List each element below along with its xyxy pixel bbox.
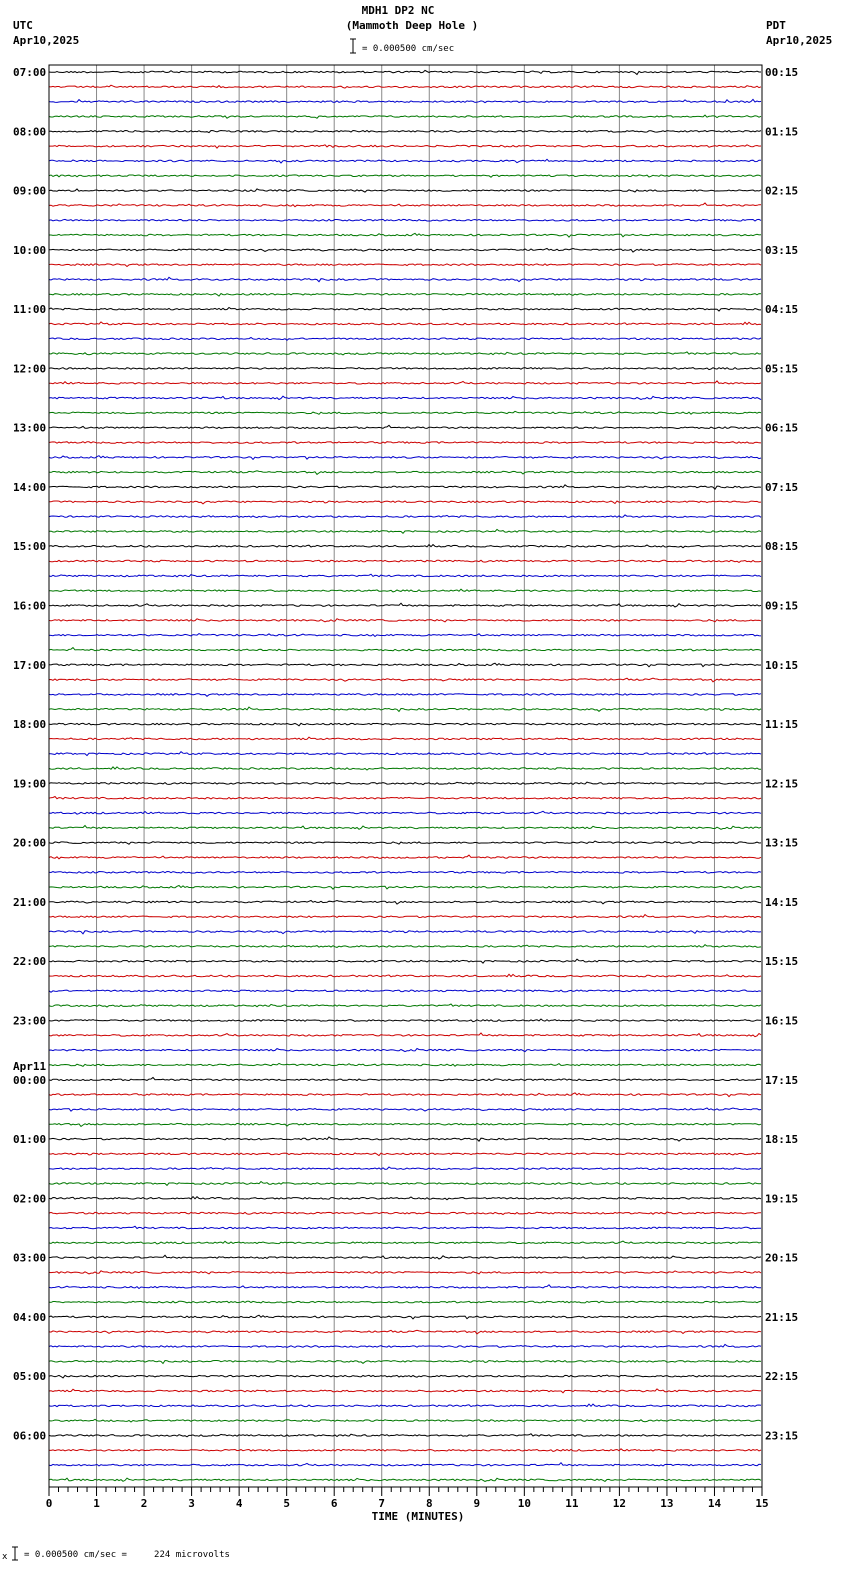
seismic-trace — [49, 189, 761, 192]
utc-hour-label: 20:00 — [13, 836, 47, 850]
seismic-trace — [49, 1389, 761, 1393]
seismic-trace — [49, 1301, 761, 1303]
seismic-trace — [49, 203, 761, 207]
utc-hour-label: 19:00 — [13, 777, 47, 791]
x-tick-label: 8 — [425, 1497, 433, 1510]
seismic-trace — [49, 1093, 761, 1097]
seismic-trace — [49, 1361, 761, 1364]
footer-marker: x — [2, 1552, 8, 1562]
seismic-trace — [49, 145, 761, 148]
x-tick-label: 11 — [565, 1497, 579, 1510]
x-tick-label: 12 — [612, 1497, 627, 1510]
seismic-trace — [49, 70, 761, 74]
utc-hour-label: 21:00 — [13, 895, 47, 909]
x-tick-label: 6 — [330, 1497, 338, 1510]
seismic-trace — [49, 707, 761, 711]
seismic-trace — [49, 945, 761, 948]
seismic-trace — [49, 293, 761, 296]
pdt-hour-label: 19:15 — [765, 1192, 799, 1206]
pdt-hour-label: 15:15 — [765, 955, 799, 969]
seismic-trace — [49, 1330, 761, 1334]
pdt-hour-label: 04:15 — [765, 303, 799, 317]
seismic-trace — [49, 277, 761, 281]
seismic-trace — [49, 589, 761, 592]
seismic-trace — [49, 1449, 761, 1452]
seismic-trace — [49, 471, 761, 475]
seismic-trace — [49, 249, 761, 253]
x-tick-label: 10 — [517, 1497, 531, 1510]
utc-hour-label: 05:00 — [13, 1370, 47, 1384]
seismic-trace — [49, 368, 761, 370]
seismic-trace — [49, 723, 761, 726]
utc-hour-label: 04:00 — [13, 1310, 47, 1324]
seismic-trace — [49, 855, 761, 859]
seismic-trace — [49, 1463, 761, 1466]
x-axis-label: TIME (MINUTES) — [371, 1510, 465, 1523]
seismic-trace — [49, 411, 761, 414]
pdt-hour-label: 03:15 — [765, 243, 799, 257]
seismic-trace — [49, 1197, 761, 1200]
seismic-trace — [49, 841, 761, 844]
seismic-trace — [49, 1033, 761, 1037]
seismic-trace — [49, 308, 761, 312]
seismic-trace — [49, 931, 761, 934]
pdt-hour-label: 14:15 — [765, 895, 799, 909]
seismic-trace — [49, 1315, 761, 1319]
seismic-trace — [49, 826, 761, 830]
seismic-trace — [49, 1212, 761, 1215]
seismic-trace — [49, 322, 761, 325]
seismic-trace — [49, 381, 761, 384]
seismic-trace — [49, 1404, 761, 1407]
station-title: MDH1 DP2 NC — [361, 4, 435, 17]
seismic-trace — [49, 648, 761, 651]
seismic-trace — [49, 352, 761, 355]
seismic-trace — [49, 485, 761, 489]
utc-hour-label: 16:00 — [13, 599, 47, 613]
x-tick-label: 13 — [660, 1497, 674, 1510]
seismic-trace — [49, 264, 761, 267]
seismic-trace — [49, 603, 761, 607]
pdt-hour-label: 20:15 — [765, 1251, 799, 1265]
seismic-trace — [49, 1167, 761, 1170]
seismic-trace — [49, 871, 761, 873]
plot-frame — [49, 65, 762, 1487]
seismic-trace — [49, 131, 761, 133]
seismic-trace — [49, 1077, 761, 1080]
seismic-trace — [49, 1434, 761, 1437]
left-date: Apr10,2025 — [13, 34, 80, 47]
utc-hour-label: 10:00 — [13, 243, 47, 257]
seismic-trace — [49, 1375, 761, 1378]
x-tick-label: 1 — [93, 1497, 100, 1510]
seismic-trace — [49, 1182, 761, 1186]
pdt-hour-label: 17:15 — [765, 1073, 799, 1087]
seismic-trace — [49, 545, 761, 548]
seismic-trace — [49, 1153, 761, 1156]
seismic-trace — [49, 1271, 761, 1274]
seismic-trace — [49, 85, 761, 88]
seismic-trace — [49, 219, 761, 221]
pdt-hour-label: 22:15 — [765, 1370, 799, 1384]
seismic-trace — [49, 501, 761, 504]
seismic-trace — [49, 442, 761, 444]
seismic-trace — [49, 974, 761, 977]
pdt-hour-label: 23:15 — [765, 1429, 799, 1443]
pdt-hour-label: 06:15 — [765, 421, 799, 435]
seismic-trace — [49, 634, 761, 637]
seismic-trace — [49, 560, 761, 562]
site-subtitle: (Mammoth Deep Hole ) — [345, 19, 479, 32]
right-date: Apr10,2025 — [766, 34, 833, 47]
seismic-trace — [49, 1004, 761, 1007]
seismic-trace — [49, 1478, 761, 1481]
x-tick-label: 3 — [188, 1497, 195, 1510]
pdt-hour-label: 18:15 — [765, 1133, 799, 1147]
x-tick-label: 5 — [283, 1497, 290, 1510]
utc-hour-label: 00:00 — [13, 1073, 47, 1087]
seismic-trace — [49, 915, 761, 918]
seismic-trace — [49, 338, 761, 341]
utc-hour-label: 12:00 — [13, 362, 47, 376]
seismic-trace — [49, 886, 761, 890]
seismic-trace — [49, 1123, 761, 1126]
x-tick-label: 15 — [755, 1497, 769, 1510]
utc-hour-label: 11:00 — [13, 303, 47, 317]
seismic-trace — [49, 663, 761, 667]
pdt-hour-label: 13:15 — [765, 836, 799, 850]
utc-hour-label: 14:00 — [13, 480, 47, 494]
x-tick-label: 0 — [45, 1497, 53, 1510]
x-tick-label: 2 — [140, 1497, 148, 1510]
x-tick-label: 9 — [473, 1497, 481, 1510]
seismic-trace — [49, 959, 761, 963]
seismic-trace — [49, 175, 761, 177]
utc-hour-label: 01:00 — [13, 1133, 47, 1147]
seismic-trace — [49, 1049, 761, 1052]
utc-hour-label: 07:00 — [13, 66, 47, 79]
seismic-trace — [49, 425, 761, 428]
pdt-hour-label: 01:15 — [765, 125, 799, 139]
utc-hour-label: 06:00 — [13, 1429, 47, 1443]
utc-hour-label: 03:00 — [13, 1251, 47, 1265]
seismic-trace — [49, 159, 761, 163]
seismic-trace — [49, 678, 761, 682]
seismic-trace — [49, 574, 761, 577]
seismic-trace — [49, 396, 761, 399]
pdt-hour-label: 07:15 — [765, 480, 799, 494]
right-timezone: PDT — [766, 19, 786, 32]
seismic-trace — [49, 767, 761, 770]
pdt-hour-label: 10:15 — [765, 658, 799, 672]
seismic-trace — [49, 1226, 761, 1229]
seismic-trace — [49, 811, 761, 814]
seismic-trace — [49, 99, 761, 102]
seismic-trace — [49, 515, 761, 518]
scale-text: = 0.000500 cm/sec — [362, 44, 455, 54]
seismic-trace — [49, 693, 761, 696]
seismic-trace — [49, 1285, 761, 1289]
pdt-hour-label: 09:15 — [765, 599, 799, 613]
utc-date-change-label: Apr11 — [13, 1059, 47, 1073]
seismic-trace — [49, 1063, 761, 1066]
left-timezone: UTC — [13, 19, 33, 32]
footer-scale-text: = 0.000500 cm/sec = 224 microvolts — [24, 1550, 230, 1560]
utc-hour-label: 15:00 — [13, 540, 47, 554]
seismic-trace — [49, 619, 761, 622]
seismic-trace — [49, 1344, 761, 1347]
seismic-trace — [49, 782, 761, 785]
seismic-trace — [49, 1241, 761, 1244]
x-tick-label: 4 — [235, 1497, 243, 1510]
pdt-hour-label: 05:15 — [765, 362, 799, 376]
x-tick-label: 7 — [378, 1497, 386, 1510]
seismic-trace — [49, 1019, 761, 1022]
utc-hour-label: 13:00 — [13, 421, 47, 435]
pdt-hour-label: 02:15 — [765, 184, 799, 198]
utc-hour-label: 02:00 — [13, 1192, 47, 1206]
seismic-trace — [49, 115, 761, 118]
seismic-trace — [49, 233, 761, 237]
seismic-trace — [49, 752, 761, 756]
seismic-trace — [49, 529, 761, 533]
seismic-trace — [49, 901, 761, 905]
pdt-hour-label: 12:15 — [765, 777, 799, 791]
pdt-hour-label: 16:15 — [765, 1014, 799, 1028]
utc-hour-label: 17:00 — [13, 658, 47, 672]
utc-hour-label: 22:00 — [13, 955, 47, 969]
x-tick-label: 14 — [707, 1497, 722, 1510]
pdt-hour-label: 08:15 — [765, 540, 799, 554]
seismic-trace — [49, 1419, 761, 1422]
seismic-trace — [49, 456, 761, 460]
seismic-trace — [49, 1255, 761, 1259]
seismic-trace — [49, 797, 761, 800]
utc-hour-label: 18:00 — [13, 718, 47, 732]
pdt-hour-label: 21:15 — [765, 1310, 799, 1324]
utc-hour-label: 08:00 — [13, 125, 47, 139]
seismic-trace — [49, 990, 761, 992]
seismic-trace — [49, 1108, 761, 1111]
utc-hour-label: 09:00 — [13, 184, 47, 198]
seismic-trace — [49, 737, 761, 740]
utc-hour-label: 23:00 — [13, 1014, 47, 1028]
seismic-trace — [49, 1137, 761, 1141]
pdt-hour-label: 11:15 — [765, 718, 799, 732]
pdt-hour-label: 00:15 — [765, 66, 799, 79]
